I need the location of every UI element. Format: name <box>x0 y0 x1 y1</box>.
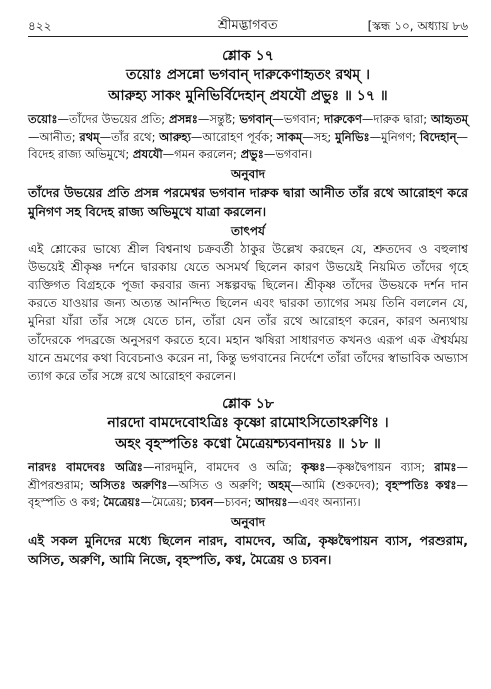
verse-18-translation: এই সকল মুনিদের মধ্যে ছিলেন নারদ, বামদেব, অত্রি, কৃষ্ণদ্বৈপায়ন ব্যাস, পরশুরাম, অসিত, অরুণি, আমি নিজে, বৃহস্পতি, কণ্ব, মৈত্রেয় ও চ্যবন। <box>28 532 468 567</box>
synonym-word: আহৃতম্ <box>430 112 468 126</box>
verse-17-line-1: তয়োঃ প্রসন্নো ভগবান্ দারুকেণাহৃতং রথম্ । <box>125 67 371 83</box>
synonym-word: রথম্ <box>79 129 100 144</box>
synonym-meaning: —দারুক দ্বারা; <box>361 112 431 126</box>
synonym-meaning: —ভগবান। <box>263 147 313 161</box>
synonym-word: মুনিভিঃ <box>335 129 370 144</box>
synonym-word: আরুহ্য <box>159 129 191 144</box>
synonym-meaning: —গমন করলেন; <box>162 147 241 161</box>
synonym-meaning: —বিদেহ রাজ্য অভিমুখে; <box>28 129 468 161</box>
synonym-word: অহম্ <box>268 477 291 492</box>
verse-18-line-2: অহং বৃহস্পতিঃ কণ্বো মৈত্রেয়শ্চ্যবনাদয়ঃ ॥ ১৮ ॥ <box>115 436 381 453</box>
verse-18-translation-heading: অনুবাদ <box>230 514 266 529</box>
synonym-word: রামঃ <box>434 460 457 475</box>
synonym-meaning: —মৈত্রেয়; <box>140 495 191 510</box>
synonym-meaning: —সহ; <box>302 129 336 144</box>
verse-17-translation-heading: অনুবাদ <box>230 166 266 181</box>
purport-paragraph: এই শ্লোকের ভাষ্যে শ্রীল বিশ্বনাথ চক্রবর্তী ঠাকুর উল্লেখ করছেন যে, শ্রুতদেব ও বহুলাশ্ব উভয়েই শ্রীকৃষ্ণ দর্শনে দ্বারকায় যেতে অসমর্থ ছিলেন কারণ উভয়েই নিয়মিত তাঁদের গৃহে ব্যক্তিগত বিগ্রহকে পূজা করবার জন্য সঙ্কল্পবদ্ধ ছিলেন। শ্রীকৃষ্ণ তাঁদের উভয়কে দর্শন দান করতে যাওয়ার জন্য অত্যন্ত আনন্দিত ছিলেন এবং দ্বারকা ত্যাগের সময় তিনি বললেন যে, মুনিরা যাঁরা তাঁর সঙ্গে যেতে চান, তাঁরা যেন তাঁর রথে আরোহণ করেন, কারণ অন্যথায় তাঁদেরকে পদব্রজে অনুসরণ করতে হবে। মহান ঋষিরা সাধারণত কখনও এরূপ এক ঐশ্বর্যময় যানে ভ্রমণের কথা বিবেচনাও করেন না, কিন্তু ভগবানের নির্দেশে তাঁরা তাঁদের স্বাভাবিক অভ্যাস ত্যাগ করে তাঁর সঙ্গে রথে আরোহণ করলেন। <box>28 241 468 383</box>
synonym-meaning: —সন্তুষ্ট; <box>197 112 240 126</box>
synonym-meaning: —তাঁর রথে; <box>99 129 160 144</box>
synonym-word: প্রভুঃ <box>240 147 264 161</box>
verse-18-number: শ্লোক ১৮ <box>222 396 274 413</box>
synonym-word: প্রসন্নঃ <box>168 112 198 126</box>
synonym-meaning: —আমি (শুকদেব); <box>290 477 386 492</box>
synonym-word: আদয়ঃ <box>255 495 288 510</box>
synonym-word: মৈত্রেয়ঃ <box>103 495 141 510</box>
canto-reference: [স্কন্ধ ১০, অধ্যায় ৮৬ <box>367 19 468 33</box>
verse-17-synonyms <box>28 111 468 164</box>
synonym-meaning: —বৃহস্পতি ও কণ্ব; <box>28 477 468 510</box>
verse-17-purport <box>28 240 468 386</box>
synonym-word: প্রযযৌ <box>132 147 163 161</box>
page <box>28 14 468 569</box>
verse-18-line-1: নারদো বামদেবোঽত্রিঃ কৃষ্ণো রামোঽসিতোঽরুণিঃ । <box>107 415 389 432</box>
synonym-word: তয়োঃ <box>28 112 58 126</box>
page-header <box>28 14 468 36</box>
synonym-word: চ্যবন <box>190 495 214 510</box>
synonym-meaning: —শ্রীপরশুরাম; <box>28 460 468 492</box>
synonym-word: সাকম্ <box>276 129 303 144</box>
synonym-meaning: —অসিত ও অরুণি; <box>167 477 269 492</box>
synonym-word: বিদেহান্ <box>419 129 457 144</box>
synonym-word: বৃহস্পতিঃ কণ্বঃ <box>385 477 457 492</box>
synonym-meaning: —এবং অন্যান্য। <box>287 495 361 510</box>
synonym-meaning: —আরোহণ পূর্বক; <box>190 129 277 144</box>
synonym-meaning: —আনীত; <box>28 129 80 144</box>
verse-17-translation: তাঁদের উভয়ের প্রতি প্রসন্ন পরমেশ্বর ভগবান দারুক দ্বারা আনীত তাঁর রথে আরোহণ করে মুনিগণ সহ বিদেহ রাজ্য অভিমুখে যাত্রা করলেন। <box>28 184 468 219</box>
synonym-word: ভগবান্ <box>239 112 273 126</box>
synonym-word: দারুকেণ <box>324 112 362 126</box>
synonym-meaning: —ভগবান; <box>272 112 325 126</box>
book-title: শ্রীমদ্ভাগবত <box>218 18 278 33</box>
verse-17-number: শ্লোক ১৭ <box>222 48 274 64</box>
synonym-word: কৃষ্ণঃ <box>301 460 326 475</box>
verse-17-line-2: আরুহ্য সাকং মুনিভির্বিদেহান্ প্রযযৌ প্রভুঃ ॥ ১৭ ॥ <box>108 88 388 104</box>
synonym-word: অসিতঃ অরুণিঃ <box>90 477 168 492</box>
verse-18-synonyms <box>28 459 468 512</box>
synonym-word: নারদঃ বামদেবঃ অত্রিঃ <box>28 460 143 475</box>
synonym-meaning: —মুনিগণ; <box>369 129 420 144</box>
synonym-meaning: —নারদমুনি, বামদেব ও অত্রি; <box>142 460 302 475</box>
synonym-meaning: —চ্যবন; <box>213 495 256 510</box>
synonym-meaning: —তাঁদের উভয়ের প্রতি; <box>57 112 169 126</box>
verse-17-purport-heading: তাৎপর্য <box>231 223 265 238</box>
page-number: ৪২২ <box>28 19 52 33</box>
synonym-meaning: —কৃষ্ণদ্বৈপায়ন ব্যাস; <box>325 460 435 475</box>
